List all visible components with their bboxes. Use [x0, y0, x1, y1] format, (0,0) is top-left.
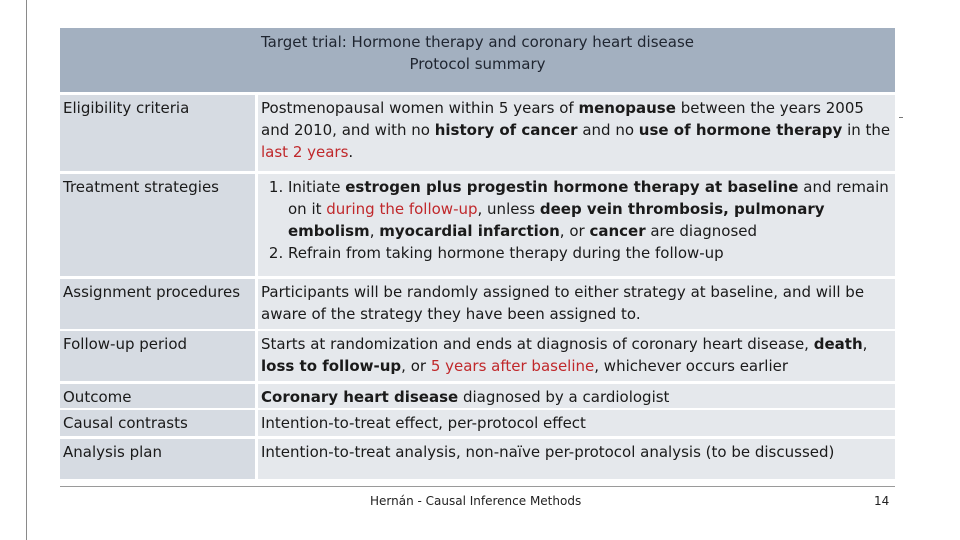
- row-content-contrasts: Intention-to-treat effect, per-protocol effect: [258, 410, 895, 436]
- text-span: , or: [559, 222, 590, 240]
- row-label-eligibility: Eligibility criteria: [60, 95, 255, 171]
- text-span: between the years 2005 and 2010, and with no: [261, 99, 864, 139]
- text-span: Starts at randomization and ends at diagnosis of coronary heart disease,: [261, 335, 814, 353]
- row-content-eligibility: [258, 95, 895, 171]
- text-span: .: [348, 143, 354, 161]
- table-row-eligibility: [60, 95, 895, 171]
- table-row-treatment: [60, 174, 895, 276]
- margin-tick: [899, 117, 903, 118]
- bold-term: deep vein thrombosis, pulmonary embolism: [288, 200, 825, 240]
- strategy-list: [261, 176, 891, 264]
- row-label-followup: Follow-up period: [60, 331, 255, 381]
- table-row-assignment: [60, 279, 895, 329]
- text-span: diagnosed by a cardiologist: [458, 388, 670, 406]
- red-term: 5 years after baseline: [430, 357, 595, 375]
- row-label-outcome: Outcome: [60, 384, 255, 408]
- row-label-treatment: Treatment strategies: [60, 174, 255, 276]
- text-span: ,: [369, 222, 380, 240]
- bold-term: death: [813, 335, 863, 353]
- row-label-assignment: Assignment procedures: [60, 279, 255, 329]
- slide-title: [60, 28, 895, 92]
- left-margin-rule: [26, 0, 27, 540]
- bold-term: history of cancer: [434, 121, 578, 139]
- bold-term: Coronary heart disease: [261, 388, 459, 406]
- footer-text: Hernán - Causal Inference Methods: [370, 494, 582, 508]
- table-row-outcome: [60, 384, 895, 408]
- text-span: , unless: [477, 200, 540, 218]
- row-content-followup: [258, 331, 895, 381]
- row-label-analysis: Analysis plan: [60, 439, 255, 479]
- row-content-outcome: [258, 384, 895, 408]
- red-term: during the follow-up: [326, 200, 478, 218]
- row-content-treatment: [258, 174, 895, 276]
- bold-term: menopause: [578, 99, 676, 117]
- title-line-1: Target trial: Hormone therapy and coronary heart disease: [260, 33, 694, 51]
- text-span: Postmenopausal women within 5 years of: [261, 99, 579, 117]
- table-row-contrasts: [60, 410, 895, 436]
- text-span: and no: [577, 121, 639, 139]
- text-span: , whichever occurs earlier: [594, 357, 789, 375]
- strategy-item-2: 2. Refrain from taking hormone therapy during the follow-up: [288, 242, 891, 264]
- bold-term: cancer: [589, 222, 646, 240]
- page-number: 14: [874, 494, 890, 508]
- strategy-item-1: [288, 176, 891, 242]
- text-span: in the: [842, 121, 891, 139]
- red-term: last 2 years: [261, 143, 349, 161]
- footer-divider: [60, 486, 895, 487]
- bold-term: use of hormone therapy: [638, 121, 843, 139]
- bold-term: estrogen plus progestin hormone therapy at baseline: [345, 178, 799, 196]
- table-row-analysis: [60, 439, 895, 479]
- bold-term: myocardial infarction: [379, 222, 560, 240]
- bold-term: loss to follow-up: [261, 357, 402, 375]
- text-span: ,: [862, 335, 868, 353]
- text-span: Initiate: [288, 178, 346, 196]
- text-span: , or: [401, 357, 431, 375]
- row-label-contrasts: Causal contrasts: [60, 410, 255, 436]
- text-span: and remain on it: [288, 178, 889, 218]
- row-content-analysis: Intention-to-treat analysis, non-naïve per-protocol analysis (to be discussed): [258, 439, 895, 479]
- table-row-followup: [60, 331, 895, 381]
- text-span: are diagnosed: [645, 222, 758, 240]
- title-line-2: Protocol summary: [409, 55, 546, 73]
- row-content-assignment: Participants will be randomly assigned to either strategy at baseline, and will be aware of the strategy they have been assigned to.: [258, 279, 895, 329]
